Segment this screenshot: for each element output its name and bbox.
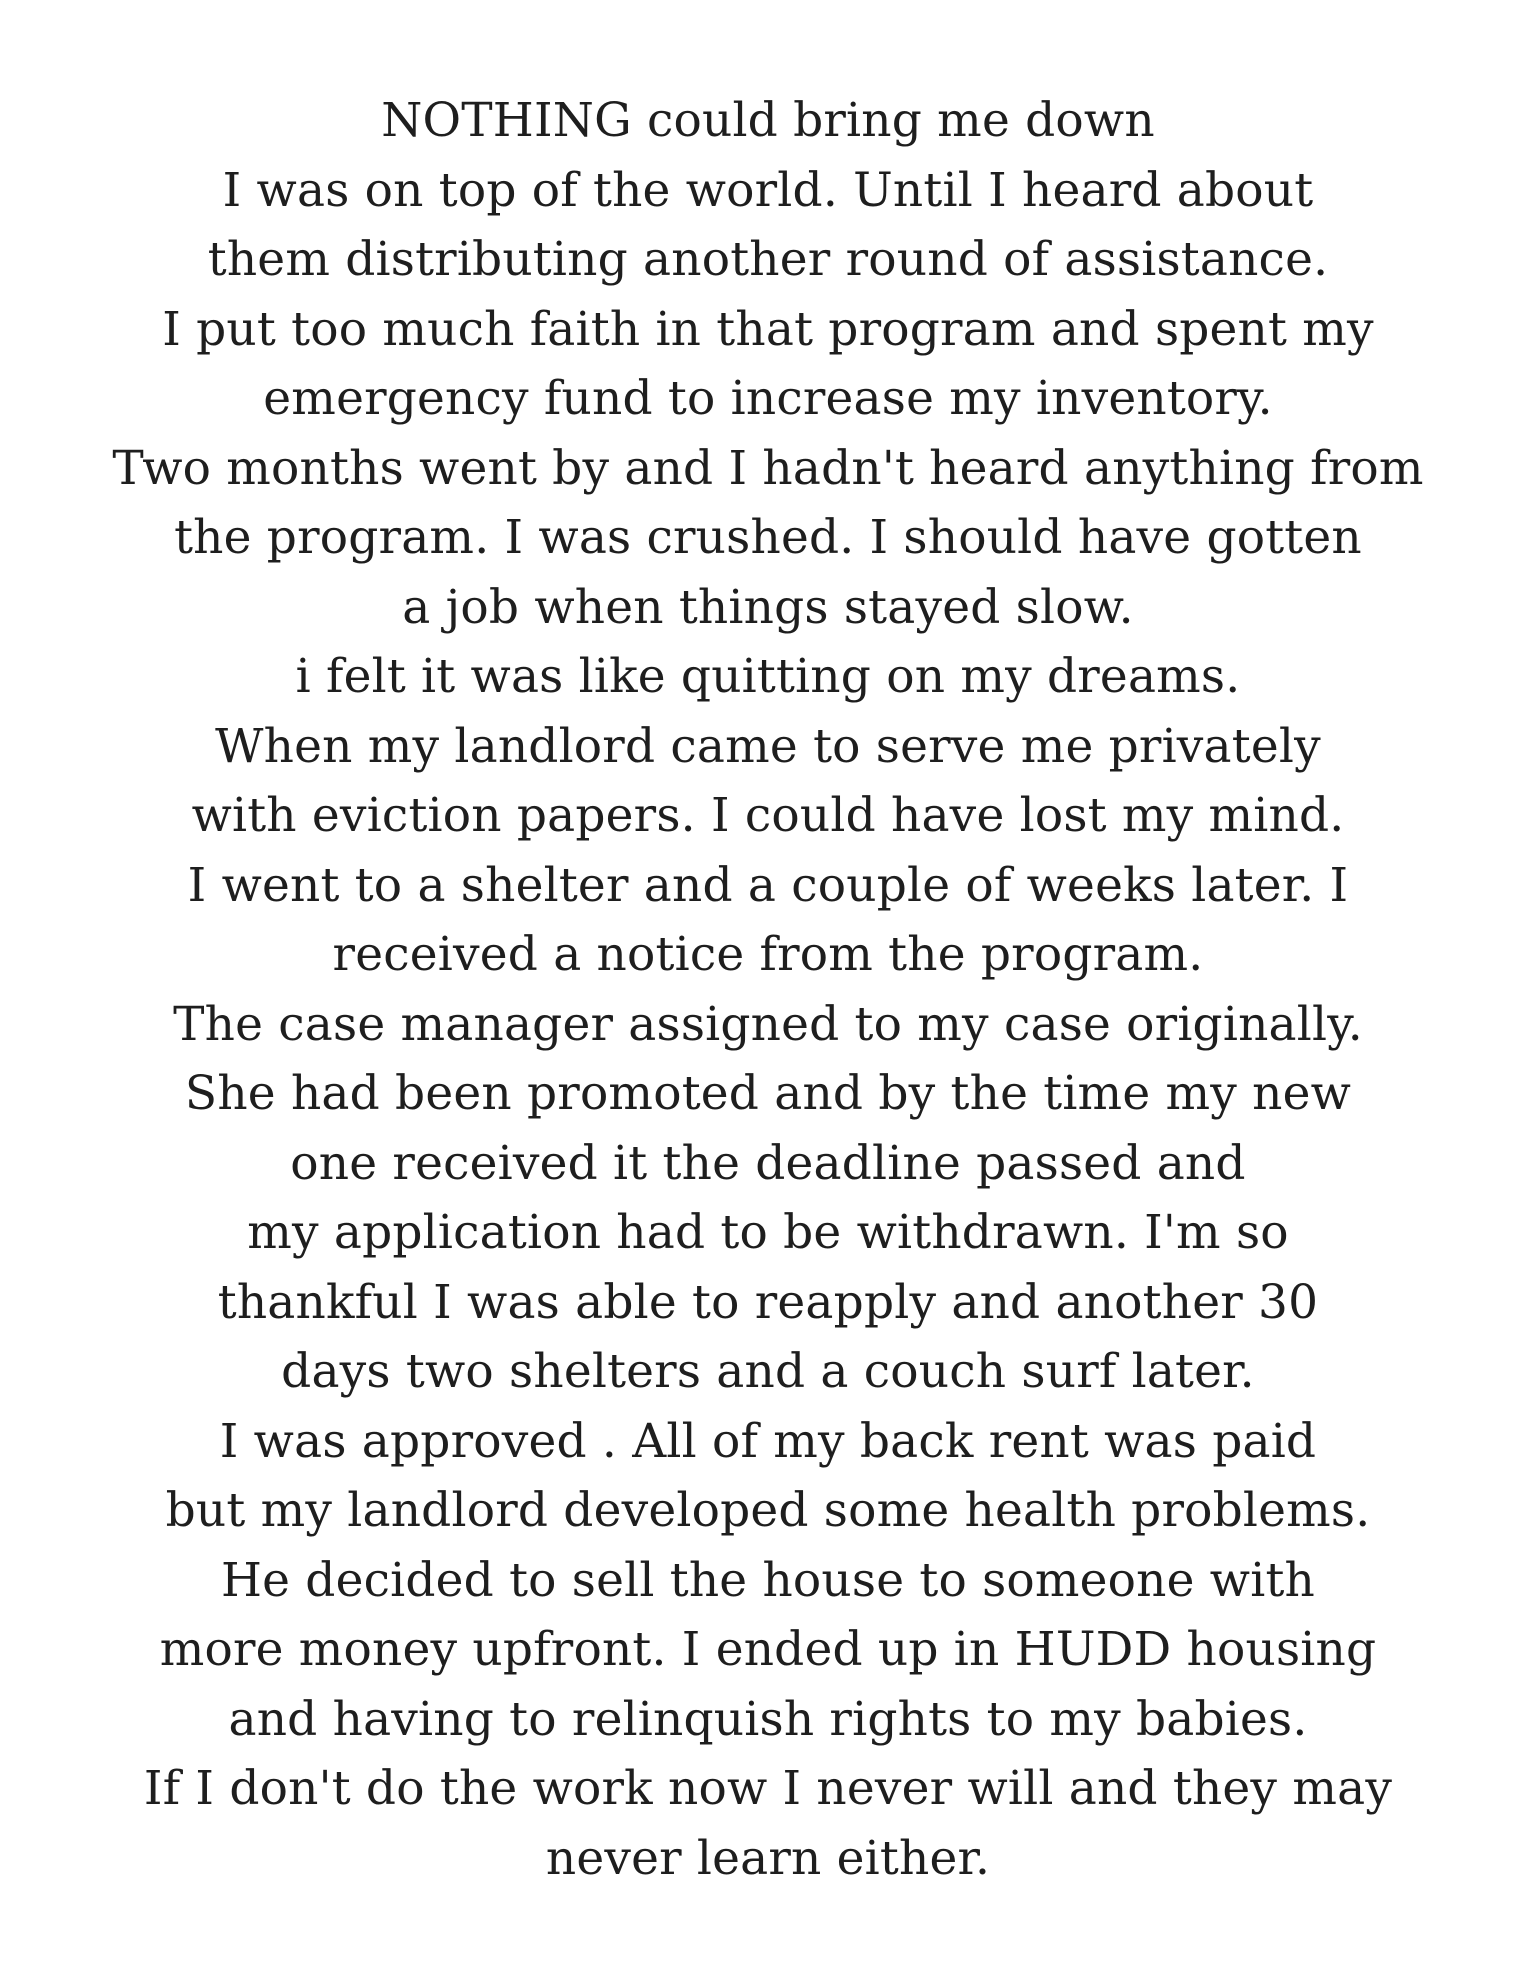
text-line: received a notice from the program.	[332, 927, 1204, 982]
text-line: the program. I was crushed. I should have gotten	[174, 510, 1362, 565]
text-line: more money upfront. I ended up in HUDD housing	[159, 1622, 1377, 1677]
text-line: If I don't do the work now I never will and they may	[143, 1761, 1393, 1816]
text-line: I put too much faith in that program and spent my	[162, 301, 1374, 357]
text-line: NOTHING could bring me down	[381, 93, 1155, 148]
text-line: them distributing another round of assistance.	[207, 232, 1329, 287]
text-line: I was on top of the world. Until I heard about	[222, 162, 1314, 218]
text-line: a job when things stayed slow.	[402, 579, 1134, 635]
text-line: The case manager assigned to my case originally.	[173, 996, 1363, 1052]
text-line: I was approved . All of my back rent was paid	[219, 1413, 1317, 1469]
text-line: He decided to sell the house to someone with	[220, 1552, 1316, 1608]
text-line: thankful I was able to reapply and another 30	[217, 1274, 1319, 1330]
poem-text-block	[0, 86, 1536, 1893]
text-line: Two months went by and I hadn't heard anything from	[112, 440, 1424, 496]
text-line: When my landlord came to serve me privately	[215, 718, 1321, 774]
text-line: and having to relinquish rights to my babies.	[228, 1691, 1308, 1747]
text-line: never learn either.	[545, 1830, 991, 1886]
text-line: my application had to be withdrawn. I'm so	[247, 1205, 1289, 1260]
text-line: i felt it was like quitting on my dreams.	[295, 649, 1241, 704]
text-line: She had been promoted and by the time my new	[184, 1066, 1352, 1121]
text-line: days two shelters and a couch surf later.	[281, 1344, 1255, 1399]
text-line: one received it the deadline passed and	[290, 1135, 1246, 1191]
text-line: with eviction papers. I could have lost my mind.	[191, 788, 1345, 843]
text-line: emergency fund to increase my inventory.	[263, 371, 1273, 426]
text-line: I went to a shelter and a couple of weeks later. I	[187, 857, 1349, 913]
text-line: but my landlord developed some health problems.	[165, 1483, 1371, 1538]
